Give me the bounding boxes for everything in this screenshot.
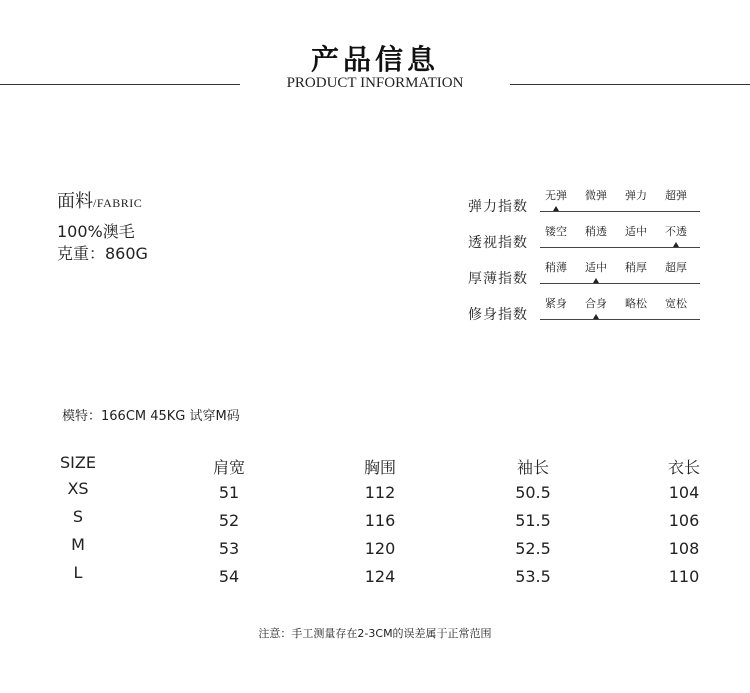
fabric-label-en: /FABRIC — [93, 196, 143, 210]
size-table-header: 胸围 — [363, 458, 396, 477]
size-table-cell: 104 — [668, 483, 700, 502]
size-table-cell: L — [73, 563, 83, 582]
size-table-header: 袖长 — [516, 458, 549, 477]
size-table-cell: 116 — [364, 511, 396, 530]
index-option: 超弹 — [665, 189, 687, 202]
index-scale-line — [540, 247, 700, 248]
fabric-label-cn: 面料 — [57, 191, 93, 212]
index-option: 宽松 — [665, 297, 687, 310]
size-table-cell: 120 — [364, 539, 396, 558]
index-label: 透视指数 — [468, 235, 528, 251]
size-table-cell: 124 — [364, 567, 396, 586]
size-table-cell: 51.5 — [515, 511, 551, 530]
fabric-weight: 克重：860G — [57, 244, 148, 263]
index-option: 合身 — [585, 297, 607, 310]
size-table-cell: M — [71, 535, 85, 554]
index-option: 超厚 — [665, 261, 687, 274]
index-label: 弹力指数 — [468, 199, 528, 215]
page-subtitle: PRODUCT INFORMATION — [286, 75, 464, 91]
size-table-cell: 112 — [364, 483, 396, 502]
index-scale-line — [540, 211, 700, 212]
size-table-header: 衣长 — [667, 458, 700, 477]
index-option: 不透 — [665, 225, 687, 238]
index-selected-marker-icon — [593, 278, 599, 283]
fabric-composition: 100%澳毛 — [57, 222, 135, 241]
index-option: 弹力 — [625, 189, 647, 202]
size-table-cell: 108 — [668, 539, 700, 558]
fabric-label — [57, 187, 142, 213]
size-table-cell: S — [72, 507, 84, 526]
index-option: 紧身 — [545, 297, 567, 310]
size-table-cell: 53.5 — [515, 567, 551, 586]
index-selected-marker-icon — [593, 314, 599, 319]
index-label: 厚薄指数 — [468, 271, 528, 287]
index-scale-line — [540, 283, 700, 284]
index-selected-marker-icon — [673, 242, 679, 247]
index-option: 略松 — [625, 297, 647, 310]
size-table-cell: 53 — [218, 539, 240, 558]
size-table-cell: XS — [67, 479, 89, 498]
index-label: 修身指数 — [468, 307, 528, 323]
index-scale-line — [540, 319, 700, 320]
index-option: 微弹 — [585, 189, 607, 202]
index-option: 适中 — [585, 261, 607, 274]
index-option: 稍厚 — [625, 261, 647, 274]
index-option: 稍薄 — [545, 261, 567, 274]
index-option: 镂空 — [545, 225, 567, 238]
size-table-cell: 52.5 — [515, 539, 551, 558]
measurement-note: 注意：手工测量存在2-3CM的误差属于正常范围 — [258, 627, 492, 640]
index-option: 无弹 — [545, 189, 567, 202]
index-option: 适中 — [625, 225, 647, 238]
model-info: 模特：166CM 45KG 试穿M码 — [62, 409, 240, 424]
size-table-cell: 110 — [668, 567, 700, 586]
size-table-cell: 51 — [218, 483, 240, 502]
size-table-cell: 54 — [218, 567, 240, 586]
index-option: 稍透 — [585, 225, 607, 238]
size-table-cell: 52 — [218, 511, 240, 530]
page-title: 产品信息 — [310, 43, 439, 76]
size-table-cell: 106 — [668, 511, 700, 530]
index-selected-marker-icon — [553, 206, 559, 211]
size-table-header: SIZE — [60, 453, 96, 472]
size-table-header: 肩宽 — [212, 458, 245, 477]
size-table-cell: 50.5 — [515, 483, 551, 502]
